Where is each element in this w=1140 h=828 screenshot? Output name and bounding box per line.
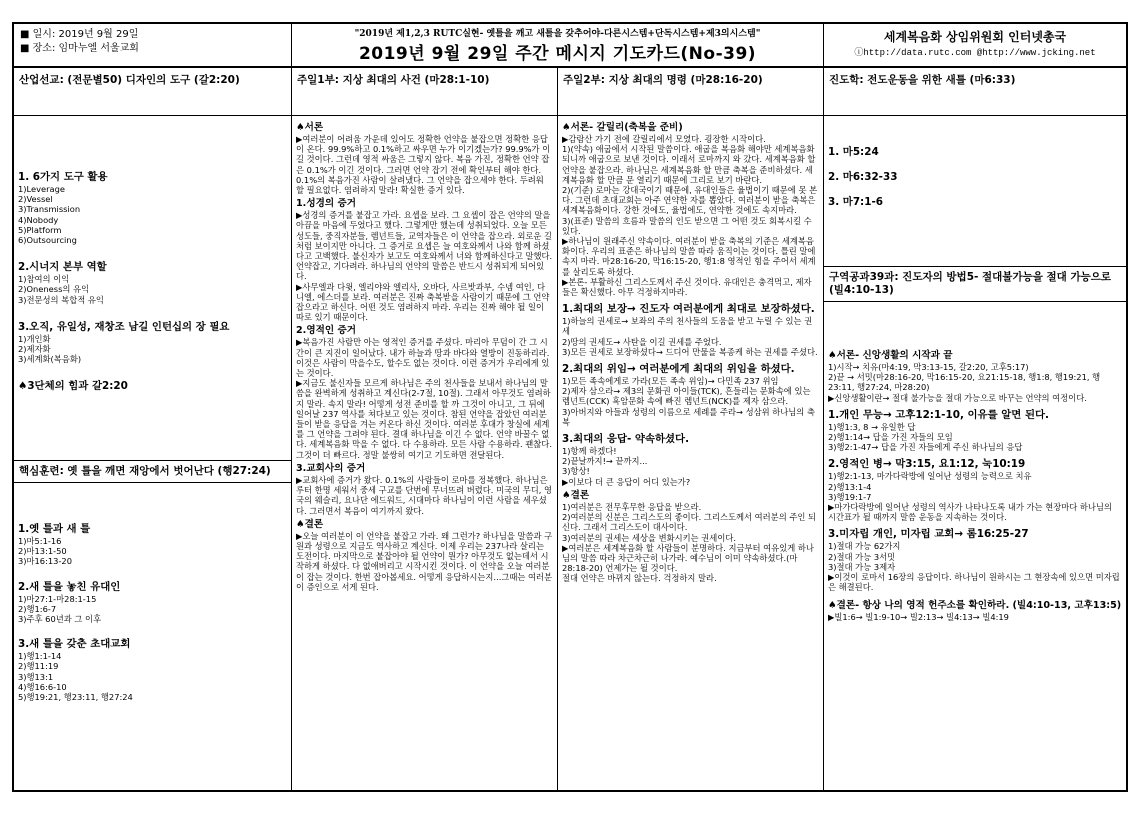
text-line: ♠3단체의 힘과 갈2:20	[18, 380, 128, 393]
content-columns	[14, 68, 1126, 790]
column-sunday-1	[292, 68, 558, 790]
text-line: 2.영적인 증거	[296, 325, 356, 337]
text-line: 1.옛 틀과 새 틀	[18, 523, 91, 535]
column-industrial-mission	[14, 68, 292, 790]
text-line: 2)제자화	[18, 344, 51, 355]
text-line: ▶복음가진 사람만 아는 영적인 증거를 주셨다. 마리아 무덤이 간 그 시간이 큰 지진이 일어났다. 내가 하늘과 땅과 바다와 열방이 진동하리라. 이것은 사람이 막을수도, 할수도 없는 것이다. 이런 증거가 우리에게 있는 것이다.	[296, 337, 550, 379]
text-line: ▶여러분은 세계복음화 할 사람들이 분명하다. 지금부터 여유있게 하나님의 말씀 따라 차근차근히 나가라. 예수님이 이미 약속하셨다.(마28:18-20) 언제가는 될 것이다.	[562, 542, 814, 574]
text-line: 2)마13:1-50	[18, 546, 67, 557]
text-line: ♠서론- 갈릴리(축복을 준비)	[562, 122, 683, 133]
text-line: 1)절대 가능 62가지	[828, 541, 901, 552]
text-line: 3)절대 가능 3제자	[828, 561, 896, 572]
text-line: 3.미자립 개인, 미자립 교회→ 롬16:25-27	[828, 528, 1029, 541]
text-line: 1)행1:3, 8 → 유일한 답	[828, 421, 916, 432]
text-line: 2.영적인 병→ 막3:15, 요1:12, 눅10:19	[828, 458, 1026, 471]
text-line: 2)행1:6-7	[18, 603, 57, 614]
text-line: 4)Nobody	[18, 214, 59, 225]
text-line: ♠결론	[562, 489, 590, 501]
text-line: ▶본론- 부활하신 그리스도께서 주신 것이다. 유대인은 충격먹고, 제자들은 확신했다. 아무 걱정하지마라.	[562, 276, 812, 298]
text-line: ▶감람산 가기 전에 갈릴리에서 모였다. 굉장한 시작이다.	[562, 134, 766, 144]
slogan: "2019년 제1,2,3 RUTC실현- 옛틀을 깨고 새틀을 갖추어야-다른시스템+단독시스템+제3의시스템"	[354, 29, 761, 39]
text-line: 1)Leverage	[18, 184, 65, 194]
text-line: 3)모든 권세로 보장하셨다→ 드디어 만물을 복종케 하는 권세를 주셨다.	[562, 346, 818, 357]
text-line: ▶하나님이 원래주신 약속이다. 여러분이 받을 축복의 기준은 세계복음화이다. 우리의 표준은 하나님의 말씀 따라 움직이는 것이다. 틀린 말에 속지 마라. 마28:16-20, 막16:15-20, 행1:8 영적인 힘을 주어서 세계를 살리도록 하셨다.	[562, 236, 816, 277]
text-line: 2)땅의 권세도→ 사탄을 이길 권세를 주었다.	[562, 336, 722, 347]
text-line: 3)주후 60년과 그 이후	[18, 614, 102, 625]
text-line: 1. 6가지 도구 활용	[18, 171, 108, 183]
text-line: 1.최대의 보장→ 진도자 여러분에게 최대로 보장하셨다.	[562, 303, 815, 316]
text-line: ▶오늘 여러분이 이 언약을 붙잡고 가라. 왜 그런가? 하나님을 말씀과 구원과 성령으로 지금도 역사하고 계신다. 이제 우리는 237나라 살리는 도전이다. 마지막으로 붙잡아야 될 언약이 뭔가? 아무것도 없는데서 시작하게 하셨다. 다 없애버리고 시작시킨 것이다. 이 언약을 오늘 여러분이 잡는 것이다. 한번 잡아봅세요. 어떻게 응답하시는지...그때는 여러분이 증인으로 서게 된다.	[296, 530, 553, 592]
text-line: 1)행2:1-13, 마가다락방에 일어난 성령의 능력으로 치유	[828, 471, 1032, 482]
page-title: 2019년 9월 29일 주간 메시지 기도카드(No-39)	[358, 44, 757, 64]
text-line: ▶지금도 불신자들 모르게 하나님은 주의 천사들을 보내서 하나님의 말씀을 완벽하게 성취하고 계신다(2-7절, 10절). 그래서 아무것도 염려하지 말라. 속지 말라! 어떻게 성전 준비를 할 까 그것이 아니고, 그 뒤에 일어날 237 역사를 쳐다보고 있는 것이다. 참된 언약을 잡았던 여러분들이 받을 응답을 겨는 커온다 하신 것이다. 여러분 후대가 창실에 세계를 그 언약을 그려야 된다. 결대 하나님을 이긴 수 없다. 언약 바꿀수 없다. 세계복음화 막을 수 없다. 다 수용하라. 모든 사람 수용하라. 괜찮다. 그것이 더 빠르다. 정말 불쌍히 여기고 기도하면 전달된다.	[296, 378, 552, 460]
column-title: 산업선교: (전문별50) 디자인의 도구 (갈2:20)	[14, 68, 291, 116]
text-line: 1)하늘의 권세로→ 보좌의 주의 천사들의 도움을 받고 누릴 수 있는 권세	[562, 316, 813, 337]
text-line: 2.최대의 위임→ 여러분에게 최대의 위임을 하셨다.	[562, 363, 795, 376]
text-line: 2.새 틀을 놓친 유대인	[18, 580, 121, 593]
text-line: 3)마16:13-20	[18, 556, 72, 567]
org-box	[824, 24, 1126, 66]
text-line: 5)행19:21, 행23:11, 행27:24	[18, 692, 133, 703]
scripture-ref: 3. 마7:1-6	[828, 196, 883, 208]
text-line: ▶교회사에 증거가 왔다. 0.1%의 사람들이 로마를 정복했다. 하나님은 루터 한명 세워서 중세 구교를 단번에 무너뜨려 버렸다. 미국의 무디, 영국의 웨슬리, 요나단 에드워드, 시대마다 하나님이 이런 사람을 세우셨다. 그러면서 복음이 여기까지 왔다.	[296, 474, 553, 516]
text-line: 2)(기준) 로마는 강대국이기 때문에, 유대인들은 율법이기 때문에 못 본다. 그런데 초대교회는 아주 연약한 자를 뽑았다. 여러분이 받을 축복은 세계복음화이다. 강한 것에도, 율법에도, 연약한 것에도 속지마라.	[562, 185, 818, 216]
text-line: 1)참여의 이익	[18, 274, 70, 285]
text-line: ▶성경의 증거를 붙잡고 가라. 요셉을 보라. 그 요셉이 잡은 언약의 말을 아끕을 마음에 두었다고 했다. 그렇게만 했는데 성취되었다. 오늘 모든 성도들, 중직자분들, 렘넌트들, 교역자들은 이 언약을 잡으라. 외로운 길처럼 보이지만 아니다. 그 증거로 요셉은 늘 여호와께서 나와 함께 하셨다고 고백했다. 불신자가 보고도 여호와께서 너와 함께하신다고 말했다. 언약잡고, 기다려라. 하나님의 언약의 말씀은 반드시 성취되게 되어있다.	[296, 210, 553, 282]
text-line: 3.최대의 응답- 약속하셨다.	[562, 433, 690, 446]
text-line: ♠결론- 항상 나의 영적 헌주소를 확인하라. (빌4:10-13, 고후13:5)	[828, 600, 1122, 612]
column-title: 주일1부: 지상 최대의 사건 (마28:1-10)	[292, 68, 557, 116]
text-line: 5)Platform	[18, 224, 62, 235]
text-line: ▶빌1:6→ 빌1:9-10→ 빌2:13→ 빌4:13→ 빌4:19	[828, 612, 1009, 623]
text-line: 1)개인화	[18, 333, 51, 344]
column-subtitle: 핵심훈련: 옛 틀을 깨면 재앙에서 벗어난다 (행27:24)	[14, 460, 291, 483]
column-body-2	[824, 302, 1126, 626]
text-line: 2)Oneness의 유익	[18, 284, 90, 295]
text-line: ▶마가다락방에 일어난 성령의 역사가 나타나도록 내가 가는 현장마다 하나님의 시간표가 될 때까지 말씀 운동을 지속하는 것이다.	[828, 502, 1112, 523]
text-line: 2)제자 삼으라→ 제3의 문화권 아이들(TCK), 흔들리는 문화속에 있는 렘넌트(CCK) 혹암문화 속에 빠진 렘넌트(NCK)를 제자 삼으라.	[562, 386, 811, 407]
text-line: 3)(표준) 말씀의 흐름과 말씀의 인도 받으면 그 어떤 것도 회복시킬 수 있다.	[562, 215, 812, 236]
text-line: 3)행2:1-47→ 답을 가진 자들에게 주신 하나님의 응답	[828, 442, 1023, 453]
column-title: 진도학: 전도운동을 위한 새틀 (마6:33)	[824, 68, 1126, 116]
text-line: 2)행13:1-4	[828, 481, 872, 492]
text-line: 1.개인 무능→ 고후12:1-10, 이유를 알면 된다.	[828, 408, 1049, 421]
text-line: 3)행13:1	[18, 671, 54, 682]
text-line: 2)끝 → 서밋(마28:16-20, 막16:15-20, 요21:15-18, 행1:8, 행19:21, 행23:11, 행27:24, 마28:20)	[828, 372, 1101, 393]
text-line: 1)행1:1-14	[18, 651, 62, 662]
column-body	[558, 116, 823, 587]
text-line: ▶사무엘과 다윗, 엘리야와 엘리사, 오바다, 사르밧과부, 수넴 여인, 다니엘, 에스더를 보라. 여러분은 진짜 축복받을 사람이기 때문에 그 언약 잡으라고 하신다. 어떤 것도 염려하지 마라. 우리는 진짜 해야 될 일이 따로 있기 때문이다.	[296, 281, 550, 323]
org-name: 세계복음화 상임위원회 인터넷총국	[883, 30, 1067, 44]
column-body-2	[14, 483, 291, 705]
text-line: 1)여러분은 전무후무한 응답을 받으라.	[562, 501, 702, 512]
reference-list	[824, 116, 1126, 266]
text-line: 3)여러분의 권세는 세상을 변화시키는 권세이다.	[562, 532, 736, 543]
text-line: 1)항께 하겠다!	[562, 446, 617, 457]
column-title: 주일2부: 지상 최대의 명령 (마28:16-20)	[558, 68, 823, 116]
text-line: 6)Outsourcing	[18, 235, 77, 246]
column-body	[14, 116, 291, 460]
text-line: 3.오직, 유일성, 재창조 남길 인턴십의 장 필요	[18, 320, 230, 333]
column-evangelism	[824, 68, 1126, 790]
scripture-ref: 1. 마5:24	[828, 146, 879, 158]
text-line: 3)항상!	[562, 466, 590, 477]
date-line: ■ 일시: 2019년 9월 29일	[20, 29, 139, 40]
text-line: 2)행1:14→ 답을 가진 자들의 모임	[828, 432, 953, 443]
column-subtitle: 구역공과39과: 진도자의 방법5- 절대불가능을 절대 가능으로 (빌4:10-13)	[824, 266, 1126, 302]
date-place-box	[14, 24, 292, 66]
org-urls: ⓘhttp://data.rutc.com @http://www.jcking.net	[854, 48, 1096, 58]
column-sunday-2	[558, 68, 824, 790]
text-line: ▶이보다 더 큰 응답이 어디 있는가?	[562, 476, 691, 487]
text-line: 1)모든 족속에게로 가라(모든 족속 위임)→ 다민족 237 위임	[562, 376, 779, 387]
text-line: ♠서론- 신앙생활의 시작과 끝	[828, 350, 953, 361]
text-line: 절대 언약은 바뀌지 않는다. 걱정하지 말라.	[562, 573, 717, 584]
text-line: 2)여러분의 신분은 그리스도의 좋이다. 그리스도께서 여러분의 주인 되신다. 그래서 그리스도이 대사이다.	[562, 512, 817, 533]
text-line: ▶여러분이 어려움 가운데 있어도 정확한 언약을 붙잡으면 정확한 응답이 온다. 99.9%하고 0.1%하고 싸우면 누가 이기겠는가? 99.9%가 이길 것이다. 그런데 영적 싸움은 그렇지 않다. 복음 가진, 정확한 언약 잡은 0.1%가 이긴 것이다. 그러면 언약 잡기 전에 확인부터 해야 한다. 0.1%의 복음가진 사람이 살려냈다. 그 언약을 잡으세야 한다. 두려워 할 필요없다. 염려하지 말라! 확실한 증거 있다.	[296, 134, 551, 196]
text-line: 1)시작→ 치유(마4:19, 막3:13-15, 갈2:20, 고후5:17)	[828, 362, 1029, 372]
text-line: 2)끝날까지!→ 끝까지...	[562, 456, 648, 467]
text-line: 3)세계화(복음화)	[18, 354, 82, 365]
text-line: 3)전문성의 복합적 유익	[18, 294, 104, 305]
text-line: 1)(약속) 애굽에서 시작된 말씀이다. 애굽을 복음화 해야만 세계복음화 되니까 애굽으로 보낸 것이다. 이래서 로마까지 와 갔다. 세계복음화 할 언약을 붙잡으라. 하나님은 세계복음화 할 만큼 축복을 준비하셨다. 세계복음화 할 만큼 문 열리기 때문에 그리로 보기 바란다.	[562, 144, 816, 185]
text-line: ▶이것이 로마서 16장의 응답이다. 하나님이 원하시는 그 현장속에 있으면 미자립은 해결된다.	[828, 572, 1120, 593]
text-line: 2)절대 가능 3서밋	[828, 551, 896, 562]
title-box	[292, 24, 824, 66]
text-line: ▶신앙생활이란→ 절대 불가능을 절대 가능으로 바꾸는 언약의 여정이다.	[828, 392, 1087, 403]
text-line: 3.새 틀을 갖춘 초대교회	[18, 638, 131, 651]
text-line: 2)행11:19	[18, 661, 59, 672]
text-line: 1.성경의 증거	[296, 198, 356, 210]
text-line: 2)Vessel	[18, 194, 53, 205]
text-line: ♠서론	[296, 122, 324, 133]
text-line: 2.시너지 본부 역할	[18, 261, 107, 274]
text-line: 3.교회사의 증거	[296, 462, 366, 474]
text-line: 3)아버지와 아들과 성령의 이름으로 세례를 주라→ 성삼위 하나님의 축복	[562, 406, 815, 427]
text-line: 3)행19:1-7	[828, 491, 872, 502]
text-line: 3)Transmission	[18, 204, 81, 215]
text-line: 4)행16:6-10	[18, 681, 67, 692]
text-line: ♠결론	[296, 518, 324, 530]
scripture-ref: 2. 마6:32-33	[828, 171, 898, 183]
column-body	[292, 116, 557, 595]
text-line: 1)마27:1-마28:1-15	[18, 593, 97, 604]
text-line: 1)마5:1-16	[18, 536, 62, 546]
place-line: ■ 장소: 임마누엘 서울교회	[20, 43, 139, 54]
prayer-card	[12, 22, 1128, 792]
card-header	[14, 24, 1126, 68]
